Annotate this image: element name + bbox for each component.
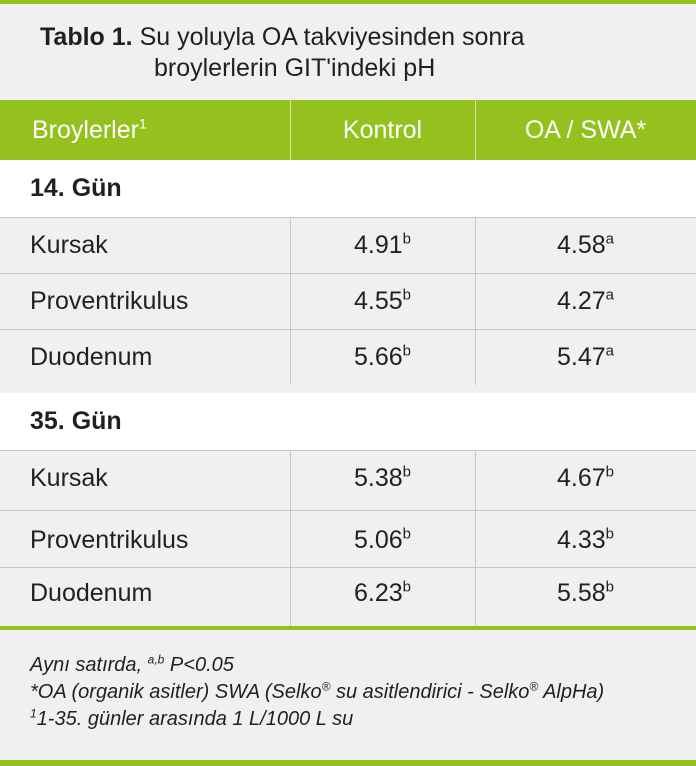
oa-value [475, 274, 696, 329]
footnote-significance [30, 652, 690, 679]
table-header-row [0, 100, 696, 160]
oa-number: 4.67 [556, 464, 606, 492]
footnote-text: P<0.05 [169, 654, 234, 676]
oa-number: 5.58 [556, 579, 606, 607]
table-row [0, 513, 696, 568]
footnote-abbreviations [30, 679, 690, 706]
section-label: 35. Gün [30, 407, 122, 435]
footnote-sup: 1 [30, 706, 37, 721]
kontrol-sig-letter: b [402, 463, 411, 481]
table-row [0, 330, 696, 385]
table-footnotes [30, 652, 690, 733]
title-text-1: Su yoluyla OA takviyesinden sonra [139, 23, 525, 51]
header-broylerler [32, 100, 147, 160]
footnote-text: 1-35. günler arasında 1 L/1000 L su [36, 708, 354, 730]
footnote-text: *OA (organik asitler) SWA (Selko [30, 681, 322, 703]
row-label: Kursak [30, 464, 108, 492]
kontrol-number: 4.55 [353, 287, 403, 315]
oa-number: 4.58 [556, 231, 606, 259]
section-header-day35 [0, 393, 696, 450]
kontrol-sig-letter: b [402, 230, 411, 248]
kontrol-value [290, 330, 475, 385]
header-broylerler-label: Broylerler [32, 116, 139, 144]
oa-sig-letter: b [605, 578, 614, 596]
table-row [0, 451, 696, 506]
top-accent-rule [0, 0, 696, 4]
kontrol-number: 5.66 [353, 343, 403, 371]
footnote-text: AlpHa) [543, 681, 605, 703]
kontrol-sig-letter: b [402, 525, 411, 543]
kontrol-number: 5.38 [353, 464, 403, 492]
kontrol-value [290, 513, 475, 568]
column-divider [290, 450, 291, 626]
page-bottom-rule [0, 760, 696, 766]
kontrol-sig-letter: b [402, 286, 411, 304]
row-label: Proventrikulus [30, 287, 189, 315]
section-header-day14 [0, 160, 696, 217]
kontrol-value [290, 274, 475, 329]
header-oa-swa: OA / SWA* [524, 116, 647, 144]
footnote-text: Aynı satırda, [30, 654, 143, 676]
section-label: 14. Gün [30, 174, 122, 202]
oa-number: 4.33 [556, 526, 606, 554]
kontrol-value [290, 451, 475, 506]
header-footnote-mark: 1 [138, 116, 147, 132]
row-divider [0, 510, 696, 511]
kontrol-number: 5.06 [353, 526, 403, 554]
kontrol-value [290, 566, 475, 621]
table-row [0, 218, 696, 273]
table-row [0, 566, 696, 621]
oa-value [475, 566, 696, 621]
row-label: Proventrikulus [30, 526, 189, 554]
oa-value [475, 451, 696, 506]
table-row [0, 274, 696, 329]
footnote-text: su asitlendirici - Selko [335, 681, 530, 703]
oa-value [475, 218, 696, 273]
column-divider [475, 217, 476, 385]
column-divider [475, 450, 476, 626]
registered-mark: ® [321, 679, 331, 694]
row-label: Duodenum [30, 343, 153, 371]
kontrol-number: 4.91 [353, 231, 403, 259]
kontrol-number: 6.23 [353, 579, 403, 607]
oa-number: 4.27 [556, 287, 606, 315]
kontrol-sig-letter: b [402, 578, 411, 596]
table-number: Tablo 1. [40, 23, 133, 51]
oa-value [475, 513, 696, 568]
oa-sig-letter: a [605, 230, 614, 248]
kontrol-value [290, 218, 475, 273]
row-label: Duodenum [30, 579, 153, 607]
oa-sig-letter: a [605, 342, 614, 360]
column-divider [290, 217, 291, 385]
title-text-2: broylerlerin GIT'indeki pH [154, 54, 436, 82]
oa-sig-letter: b [605, 463, 614, 481]
table-title [40, 22, 680, 84]
row-label: Kursak [30, 231, 108, 259]
title-line-1 [40, 22, 680, 53]
table-bottom-rule [0, 626, 696, 630]
registered-mark: ® [529, 679, 539, 694]
footnote-dosage [30, 706, 690, 733]
oa-sig-letter: a [605, 286, 614, 304]
footnote-sup: a,b [147, 652, 165, 667]
header-kontrol: Kontrol [342, 116, 423, 144]
oa-sig-letter: b [605, 525, 614, 543]
oa-number: 5.47 [556, 343, 606, 371]
kontrol-sig-letter: b [402, 342, 411, 360]
oa-value [475, 330, 696, 385]
